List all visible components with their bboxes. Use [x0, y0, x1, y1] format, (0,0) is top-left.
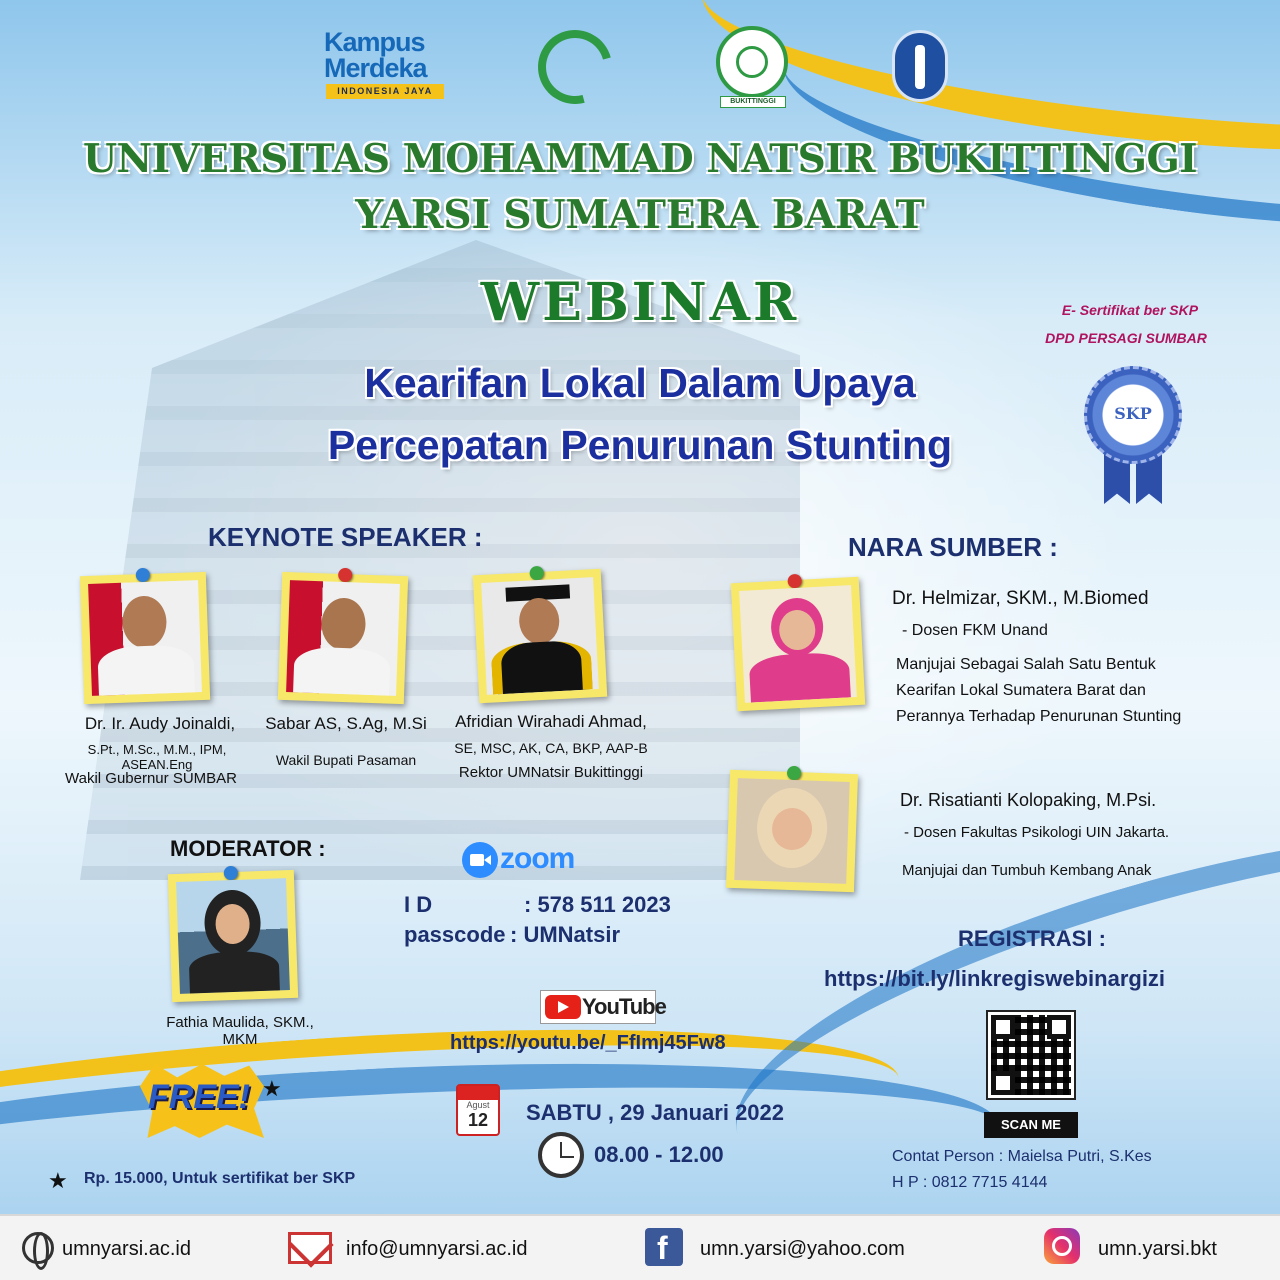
speaker-role: Wakil Bupati Pasaman	[275, 752, 417, 768]
moderator-photo	[168, 870, 298, 1002]
speaker-name: Sabar AS, S.Ag, M.Si	[265, 714, 427, 733]
nara-sumber-role: - Dosen Fakultas Psikologi UIN Jakarta.	[904, 824, 1170, 841]
speaker-photo-afridian	[473, 569, 608, 704]
umn-seal-logo-icon	[716, 26, 788, 98]
speaker-name: Dr. Ir. Audy Joinaldi,	[84, 714, 236, 733]
pin-icon	[136, 568, 150, 582]
zoom-passcode-label: passcode	[404, 922, 506, 947]
nara-sumber-role: - Dosen FKM Unand	[902, 622, 1048, 639]
footer-website[interactable]: umnyarsi.ac.id	[62, 1238, 191, 1260]
topic-line1: Kearifan Lokal Dalam Upaya	[364, 360, 916, 406]
pin-icon	[787, 766, 801, 780]
facebook-icon: f	[645, 1228, 683, 1266]
youtube-play-icon	[545, 995, 581, 1019]
pin-icon	[224, 866, 238, 880]
instagram-icon	[1044, 1228, 1080, 1264]
footer-bar	[0, 1214, 1280, 1280]
university-title-line2: YARSI SUMATERA BARAT	[355, 192, 925, 238]
skp-note-line1: E- Sertifikat ber SKP	[1061, 302, 1199, 318]
free-badge-text: FREE!	[148, 1078, 250, 1116]
zoom-logo-text: zoom	[500, 842, 575, 875]
nara-sumber-name: Dr. Helmizar, SKM., M.Biomed	[892, 588, 1149, 609]
calendar-month: Agust	[466, 1100, 490, 1110]
nara-sumber-topic: Kearifan Lokal Sumatera Barat dan	[896, 682, 1146, 699]
zoom-id-value: : 578 511 2023	[524, 892, 671, 917]
skp-badge-label: SKP	[1114, 404, 1152, 423]
globe-icon	[22, 1232, 54, 1264]
mail-icon	[288, 1232, 332, 1264]
contact-phone: H P : 0812 7715 4144	[892, 1174, 1048, 1191]
certificate-fee-note: Rp. 15.000, Untuk sertifikat ber SKP	[84, 1170, 356, 1187]
contact-person: Contat Person : Maielsa Putri, S.Kes	[892, 1148, 1152, 1165]
nara-sumber-name: Dr. Risatianti Kolopaking, M.Psi.	[900, 790, 1157, 810]
nara-sumber-topic: Perannya Terhadap Penurunan Stunting	[896, 708, 1182, 725]
event-date: SABTU , 29 Januari 2022	[526, 1100, 785, 1125]
zoom-camera-icon	[462, 842, 498, 878]
qr-code-icon[interactable]	[988, 1012, 1074, 1098]
nara-sumber-heading: NARA SUMBER :	[848, 532, 1058, 562]
speaker-name: Afridian Wirahadi Ahmad,	[455, 712, 647, 731]
speaker-photo-audy	[80, 572, 210, 704]
footer-instagram[interactable]: umn.yarsi.bkt	[1098, 1238, 1217, 1260]
speaker-title: SE, MSC, AK, CA, BKP, AAP-B	[454, 740, 648, 756]
speaker-role: Wakil Gubernur SUMBAR	[65, 770, 237, 787]
persagi-logo-icon	[892, 30, 948, 102]
speaker-title: S.Pt., M.Sc., M.M., IPM, ASEAN.Eng	[87, 742, 227, 772]
youtube-link[interactable]: https://youtu.be/_FfImj45Fw8	[450, 1032, 726, 1054]
zoom-passcode-value: : UMNatsir	[510, 922, 621, 947]
youtube-label: YouTube	[582, 994, 666, 1019]
speaker-photo-helmizar	[731, 577, 866, 712]
calendar-day: 12	[467, 1110, 489, 1130]
topic-line2: Percepatan Penurunan Stunting	[327, 422, 953, 468]
footer-facebook[interactable]: umn.yarsi@yahoo.com	[700, 1238, 905, 1260]
nara-sumber-topic: Manjujai dan Tumbuh Kembang Anak	[902, 862, 1152, 879]
kampus-merdeka-logo	[320, 28, 448, 102]
webinar-title: WEBINAR	[480, 272, 800, 333]
pin-icon	[338, 568, 352, 582]
moderator-name: Fathia Maulida, SKM., MKM	[166, 1014, 314, 1048]
kampus-logo-line2: Merdeka	[324, 53, 427, 83]
star-icon: ★	[48, 1168, 68, 1193]
registrasi-heading: REGISTRASI :	[958, 926, 1106, 951]
zoom-id-label: I D	[404, 892, 433, 917]
speaker-role: Rektor UMNatsir Bukittinggi	[458, 764, 644, 781]
kampus-logo-line1: Kampus	[324, 27, 425, 57]
event-time: 08.00 - 12.00	[594, 1142, 724, 1167]
nara-sumber-topic: Manjujai Sebagai Salah Satu Bentuk	[896, 656, 1156, 673]
university-title-line1: UNIVERSITAS MOHAMMAD NATSIR BUKITTINGGI	[82, 136, 1198, 182]
pin-icon	[529, 566, 544, 581]
footer-email[interactable]: info@umnyarsi.ac.id	[346, 1238, 528, 1260]
kampus-logo-line3: INDONESIA JAYA	[326, 84, 444, 99]
scan-me-label: SCAN ME	[984, 1112, 1078, 1138]
pin-icon	[787, 574, 802, 589]
registration-link[interactable]: https://bit.ly/linkregiswebinargizi	[824, 966, 1166, 991]
umn-logo-tag: BUKITTINGGI	[720, 96, 786, 108]
star-icon: ★	[262, 1076, 282, 1101]
speaker-photo-sabar	[278, 572, 408, 704]
clock-icon	[538, 1132, 584, 1178]
speaker-photo-risatianti	[726, 770, 858, 892]
skp-note-line2: DPD PERSAGI SUMBAR	[1045, 330, 1207, 346]
moderator-heading: MODERATOR :	[170, 836, 326, 861]
keynote-heading: KEYNOTE SPEAKER :	[208, 522, 483, 552]
